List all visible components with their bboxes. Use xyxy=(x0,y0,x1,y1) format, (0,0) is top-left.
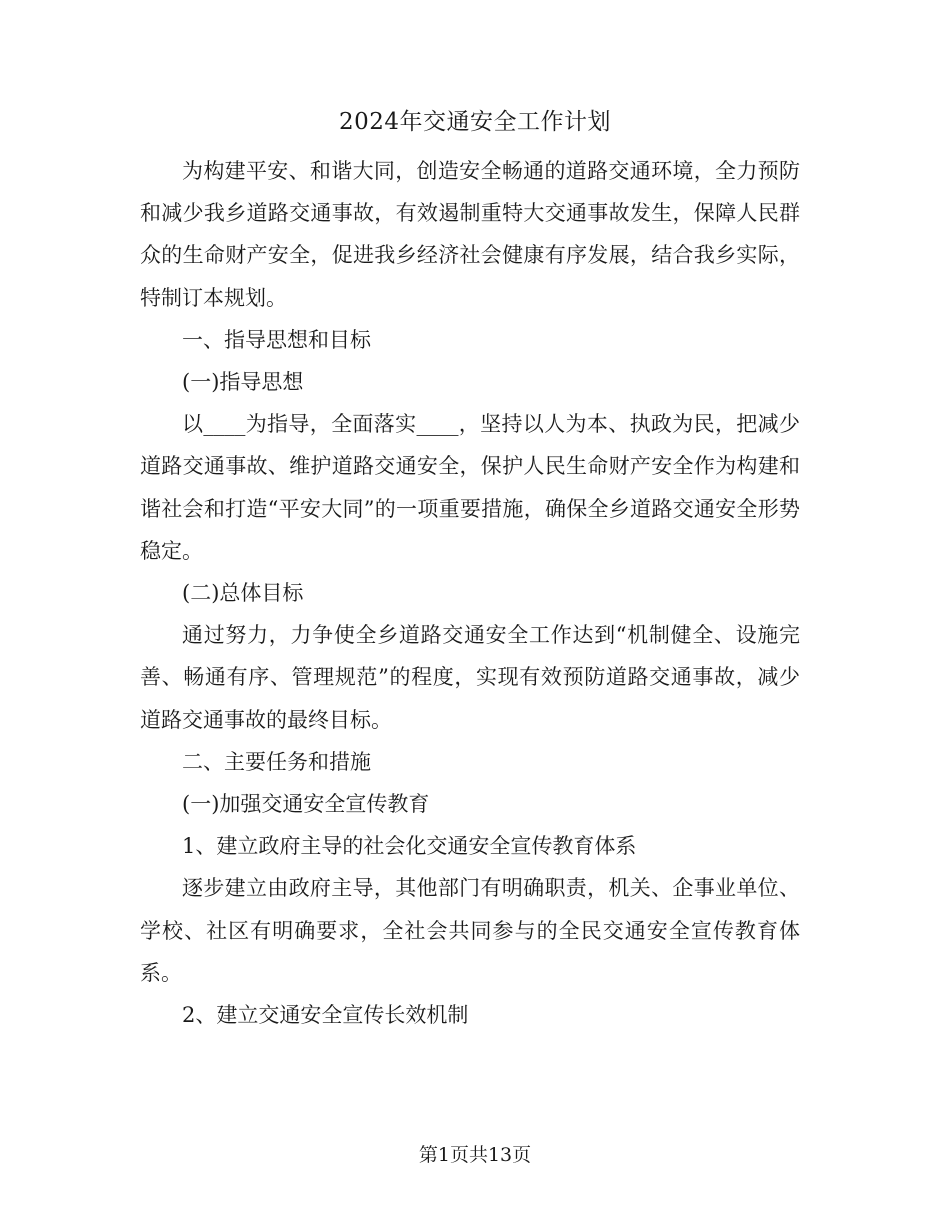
paragraph-overall-goal: 通过努力，力争使全乡道路交通安全工作达到“机制健全、设施完善、畅通有序、管理规范”的程度，实现有效预防道路交通事故，减少道路交通事故的最终目标。 xyxy=(140,623,800,732)
document-title: 2024年交通安全工作计划 xyxy=(338,109,612,135)
paragraph-guiding-thought: 以____为指导，全面落实____，坚持以人为本、执政为民，把减少道路交通事故、维护道路交通安全，保护人民生命财产安全作为构建和谐社会和打造“平安大同”的一项重要措施，确保全乡道路交通安全形势稳定。 xyxy=(140,412,800,563)
heading-section-1: 一、指导思想和目标 xyxy=(182,327,371,352)
heading-item-1: 1、建立政府主导的社会化交通安全宣传教育体系 xyxy=(182,834,637,859)
heading-overall-goal: (二)总体目标 xyxy=(182,581,304,606)
document-body xyxy=(140,150,800,1036)
paragraph-item-1: 逐步建立由政府主导，其他部门有明确职责，机关、企事业单位、学校、社区有明确要求，全社会共同参与的全民交通安全宣传教育体系。 xyxy=(140,876,800,985)
paragraph-intro: 为构建平安、和谐大同，创造安全畅通的道路交通环境，全力预防和减少我乡道路交通事故，有效遏制重特大交通事故发生，保障人民群众的生命财产安全，促进我乡经济社会健康有序发展，结合我乡实际，特制订本规划。 xyxy=(140,159,800,310)
heading-section-2: 二、主要任务和措施 xyxy=(182,749,371,774)
heading-publicity-education: (一)加强交通安全宣传教育 xyxy=(182,792,430,817)
heading-item-2: 2、建立交通安全宣传长效机制 xyxy=(182,1003,469,1028)
heading-guiding-thought: (一)指导思想 xyxy=(182,370,304,395)
page-number-footer: 第1页共13页 xyxy=(418,1144,532,1166)
